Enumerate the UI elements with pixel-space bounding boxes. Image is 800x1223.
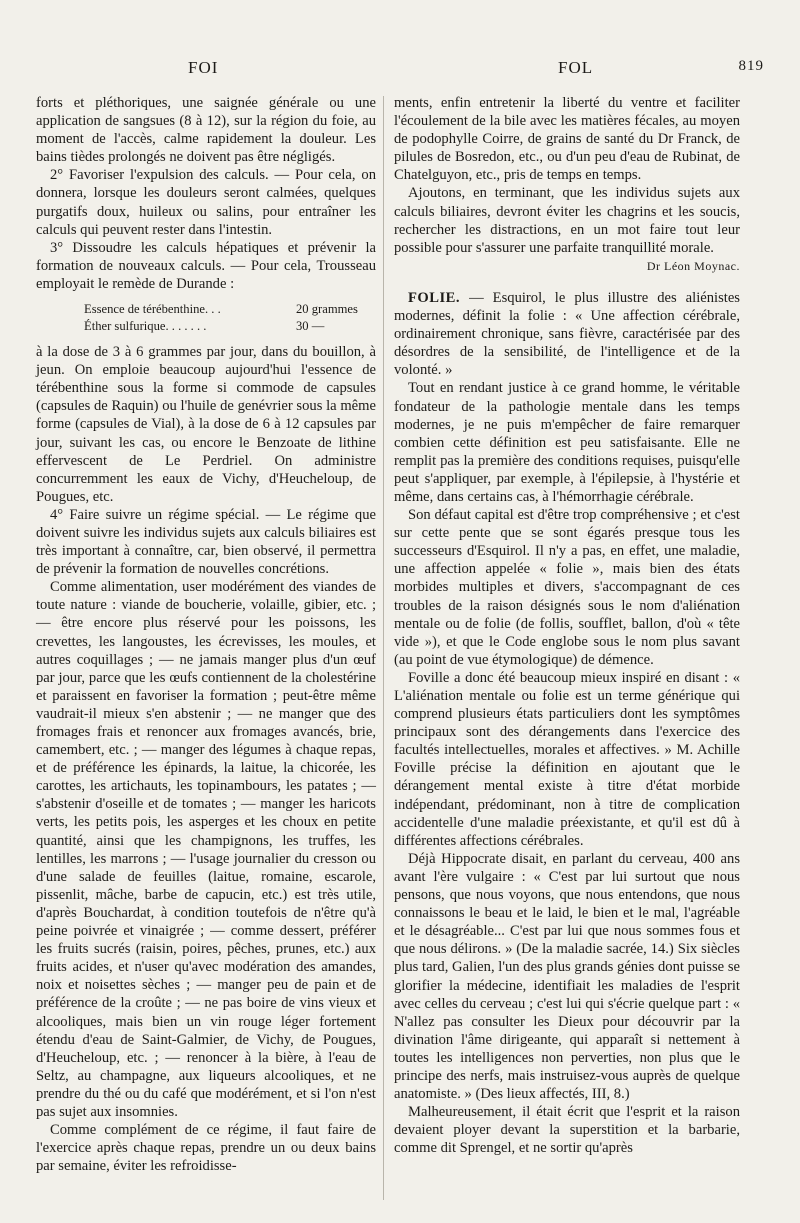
header-right-word: FOL	[558, 58, 594, 77]
running-header	[36, 58, 764, 80]
paragraph: Comme complément de ce régime, il faut faire de l'exercice après chaque repas, prendre un ou deux bains par semaine, éviter les refroidisse-	[36, 1122, 376, 1175]
paragraph: Ajoutons, en terminant, que les individus sujets aux calculs biliaires, devront éviter les chagrins et les soucis, rechercher les distractions, en un mot faire tout leur possible pour s'assurer une parfaite tranquillité morale.	[394, 185, 740, 256]
paragraph: 2° Favoriser l'expulsion des calculs. — Pour cela, on donnera, lorsque les douleurs seront calmées, quelques purgatifs doux, huileux ou salins, pour entraîner les calculs qui peuvent rester dans l'intestin.	[36, 167, 376, 238]
paragraph: Tout en rendant justice à ce grand homme, le véritable fondateur de la pathologie mentale dans les temps modernes, je ne puis m'empêcher de faire remarquer combien cette définition est peu satisfaisante. Elle ne remplit pas la première des conditions requises, puisqu'elle peut s'appliquer, par exemple, à l'épilepsie, à l'hystérie et même, dans certains cas, à l'hémorrhagie cérébrale.	[394, 380, 740, 505]
entry-folie	[394, 289, 740, 379]
right-column	[394, 94, 740, 1157]
recipe-row	[84, 301, 376, 318]
recipe-row	[84, 318, 376, 335]
header-left-word: FOI	[188, 58, 219, 77]
left-column	[36, 94, 376, 1175]
paragraph: forts et pléthoriques, une saignée générale ou une application de sangsues (8 à 12), sur la région du foie, au moment de l'accès, calme rapidement la douleur. Les bains tièdes prolongés ne doivent pas être négligés.	[36, 95, 376, 166]
paragraph: — Esquirol, le plus illustre des aliénistes modernes, définit la folie : « Une affection cérébrale, ordinairement chronique, sans fièvre, caractérisée par des désordres de la sensibilité, de l'intelligence et de la volonté. »	[394, 289, 740, 379]
column-divider	[383, 96, 384, 1200]
paragraph: ments, enfin entretenir la liberté du ventre et faciliter l'écoulement de la bile avec les matières fécales, au moyen de podophylle Coirre, de grains de santé du Dr Franck, de pilules de Bosredon, etc., ou d'un peu d'eau de Rubinat, de Chatelguyon, etc., pris de temps en temps.	[394, 95, 740, 184]
page-number: 819	[738, 58, 764, 74]
author-signature: Dr Léon Moynac.	[646, 258, 740, 273]
recipe-dose: 30 —	[296, 319, 325, 334]
recipe-ingredient: Éther sulfurique. . . . . . .	[84, 319, 207, 334]
recipe-table	[84, 301, 376, 335]
paragraph: Malheureusement, il était écrit que l'esprit et la raison devaient ployer devant la superstition et la barbarie, comme dit Sprengel, et ne sortir qu'après	[394, 1104, 740, 1157]
paragraph: Son défaut capital est d'être trop compréhensive ; et c'est sur cette pente que se sont égarés presque tous les successeurs d'Esquirol. Il n'y a pas, en effet, une maladie, une affection appelée « folie », mais bien des états morbides multiples et divers, s'accompagnant de ces troubles de la raison désignés sous le nom d'aliénation mentale ou de folie (de follis, soufflet, ballon, d'où « tête vide »), et que le Code englobe sous le nom plus savant (au point de vue étymologique) de démence.	[394, 507, 740, 668]
paragraph: Comme alimentation, user modérément des viandes de toute nature : viande de boucherie, volaille, gibier, etc. ; — être encore plus réservé pour les poissons, les crevettes, les langoustes, les écrevisses, les moules, et autres coquillages ; — ne jamais manger plus d'un œuf par jour, parce que les œufs contiennent de la cholestérine et paraissent en favoriser la formation ; peut-être même vaudrait-il mieux s'en abstenir ; — ne manger que des fromages frais et renoncer aux fromages avancés, brie, camembert, etc. ; — manger des légumes à chaque repas, et de préférence les épinards, la laitue, la chicorée, les carottes, les artichauts, les topinambours, les patates ; — s'abstenir d'oseille et de tomates ; — manger les haricots verts, les petits pois, les asperges et les choux en petite quantité, ainsi que les champignons, les truffes, les lentilles, les marrons ; — l'usage journalier du cresson ou d'une salade de feuilles (laitue, romaine, escarole, pissenlit, mâche, barbe de capucin, etc.) est très utile, d'après Bouchardat, à condition toutefois de n'être qu'à peine poivrée et vinaigrée ; — comme dessert, préférer les fruits sucrés (raisin, poires, pêches, prunes, etc.) aux fruits acides, et n'user qu'avec modération des amandes, noix et noisettes sèches ; — manger peu de pain et de préférence de la croûte ; — ne pas boire de vins vieux et alcooliques, mais bien un vin rouge léger fortement étendu d'eau de Saint-Galmier, de Vichy, de Pougues, d'Heucheloup, etc. ; — renoncer à la bière, à l'eau de Seltz, au champagne, aux liqueurs alcooliques, et ne prendre du thé ou du café que modérément, et si l'on n'est pas sujet aux insomnies.	[36, 579, 376, 1120]
recipe-ingredient: Essence de térébenthine. . .	[84, 302, 221, 317]
paragraph: 3° Dissoudre les calculs hépatiques et prévenir la formation de nouveaux calculs. — Pour cela, Trousseau employait le remède de Durande :	[36, 239, 376, 292]
paragraph: à la dose de 3 à 6 grammes par jour, dans du bouillon, à jeun. On emploie beaucoup aujourd'hui l'essence de térébenthine sous la forme si commode de capsules (capsules de Raquin) ou l'huile de genévrier sous la même forme (capsules de Vial), à la dose de 6 à 12 capsules par jour, suivant les cas, ou encore le Benzoate de lithine effervescent de Le Perdriel. On administre concurremment les eaux de Vichy, d'Heucheloup, de Pougues, etc.	[36, 344, 376, 505]
paragraph: Foville a donc été beaucoup mieux inspiré en disant : « L'aliénation mentale ou folie est un terme générique qui comprend plusieurs états particuliers dont les symptômes principaux sont des dérangements dans l'exercice des facultés intellectuelles, morales et affectives. » M. Achille Foville précise la définition en ajoutant que le dérangement mental existe à titre d'état morbide indépendant, prédominant, non à titre de complication accidentelle d'une maladie préexistante, et qu'il est dû à différentes affections cérébrales.	[394, 669, 740, 849]
recipe-dose: 20 grammes	[296, 302, 358, 317]
entry-heading: FOLIE.	[408, 289, 461, 306]
paragraph: Déjà Hippocrate disait, en parlant du cerveau, 400 ans avant l'ère vulgaire : « C'est par lui surtout que nous pensons, que nous voyons, que nous entendons, que nous connaissons le beau et le laid, le bien et le mal, l'agréable et le désagréable... C'est par lui que nous sommes fous et que nous délirons. » (De la maladie sacrée, 14.) Six siècles plus tard, Galien, l'un des plus grands génies dont puisse se glorifier la médecine, identifiait les maladies de l'esprit avec celles du cerveau ; c'est lui qui s'écrie quelque part : « N'allez pas consulter les Dieux pour découvrir par la divination l'âme dirigeante, qui apparaît si nettement à toutes les intelligences non perverties, non plus que le principe des nerfs, mais instruisez-vous auprès de quelque anatomiste. » (Des lieux affectés, III, 8.)	[394, 850, 740, 1103]
paragraph: 4° Faire suivre un régime spécial. — Le régime que doivent suivre les individus sujets aux calculs biliaires est très important à connaître, car, bien observé, il permettra de prévenir la formation de nouvelles concrétions.	[36, 506, 376, 578]
